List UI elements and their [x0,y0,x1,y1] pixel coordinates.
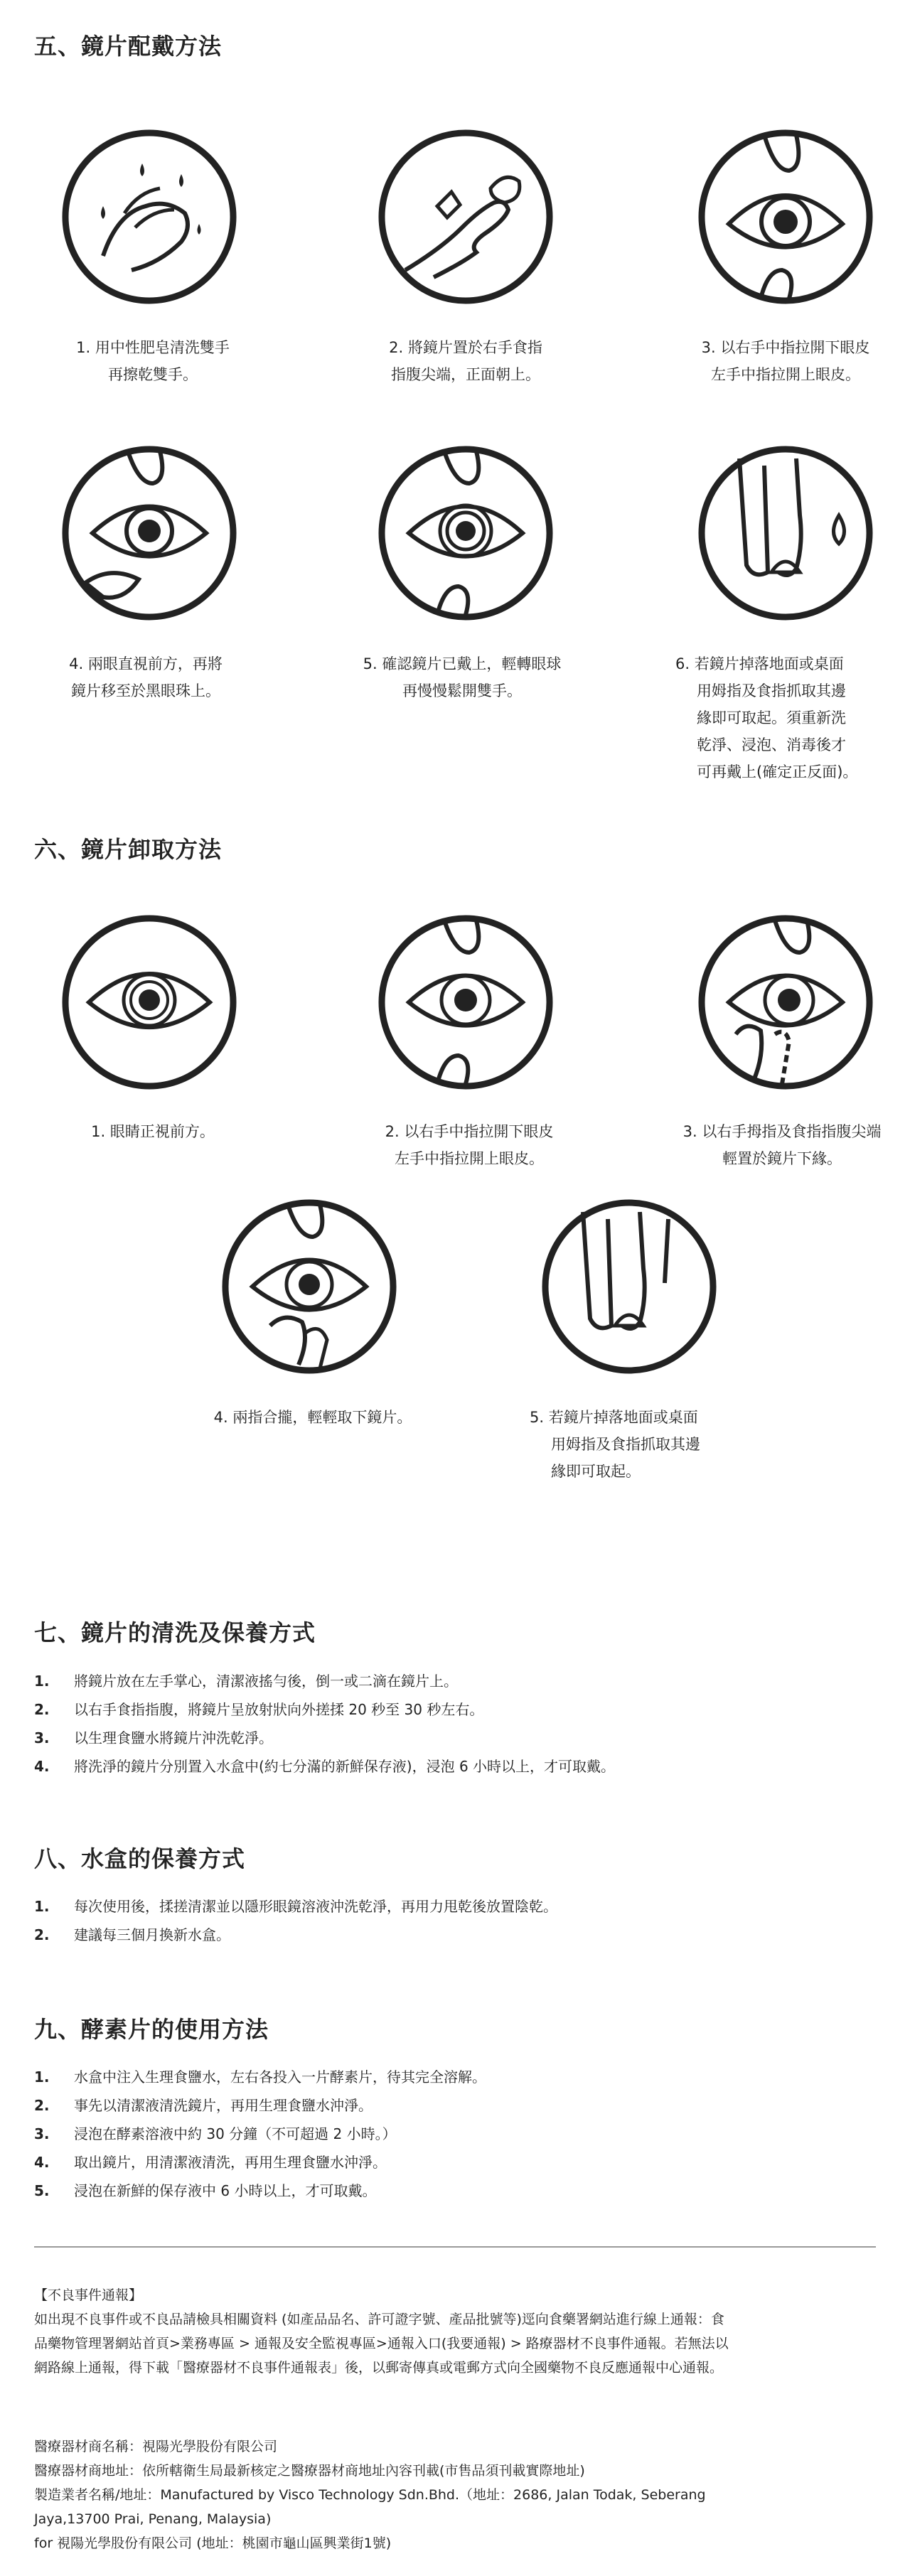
s5-step-6-caption: 6. 若鏡片掉落地面或桌面 用姆指及食指抓取其邊 緣即可取起。須重新洗 乾淨、浸泡、消毒後才 可再戴上(確定正反面)。 [675,655,858,780]
eye-open-eyelids-icon [377,913,555,1091]
s5-step-4-caption: 4. 兩眼直視前方，再將 鏡片移至於黑眼珠上。 [69,655,223,699]
s5-step-3-caption: 3. 以右手中指拉開下眼皮 左手中指拉開上眼皮。 [701,339,870,383]
list-item: 1. 水盒中注入生理食鹽水，左右各投入一片酵素片，待其完全溶解。 [34,2068,486,2086]
section-divider [34,2246,876,2248]
eye-blink-icon [377,444,555,622]
s5-step-2-caption: 2. 將鏡片置於右手食指 指腹尖端，正面朝上。 [389,339,542,383]
s6-step-1-caption: 1. 眼睛正視前方。 [91,1123,215,1140]
case-care-list [34,1892,557,1949]
list-item: 2. 以右手食指指腹，將鏡片呈放射狀向外搓揉 20 秒至 30 秒左右。 [34,1701,484,1718]
list-item: 3. 以生理食鹽水將鏡片沖洗乾淨。 [34,1729,273,1746]
list-item: 4. 取出鏡片，用清潔液清洗，再用生理食鹽水沖淨。 [34,2154,387,2171]
section-6-title: 六、鏡片卸取方法 [34,836,223,863]
care-steps-list [34,1667,615,1781]
section-7-title: 七、鏡片的清洗及保養方式 [34,1619,316,1646]
hand-washing-icon [60,128,238,306]
section-9-title: 九、酵素片的使用方法 [34,2016,269,2043]
list-item: 5. 浸泡在新鮮的保存液中 6 小時以上，才可取戴。 [34,2182,377,2199]
pinch-lens-edge-icon [697,913,874,1091]
s6-step-3-caption: 3. 以右手拇指及食指指腹尖端 輕置於鏡片下緣。 [682,1123,882,1167]
s6-step-5-caption: 5. 若鏡片掉落地面或桌面 用姆指及食指抓取其邊 緣即可取起。 [530,1409,700,1480]
s5-step-1-caption: 1. 用中性肥皂清洗雙手 再擦乾雙手。 [76,339,230,383]
remove-lens-icon [220,1198,398,1375]
s6-step-2-caption: 2. 以右手中指拉開下眼皮 左手中指拉開上眼皮。 [385,1123,554,1167]
pick-up-lens-icon [540,1198,718,1375]
section-5-title: 五、鏡片配戴方法 [34,33,223,60]
pick-up-lens-icon [697,444,874,622]
lens-on-fingertip-icon [377,128,555,306]
list-item: 2. 建議每三個月換新水盒。 [34,1926,230,1943]
list-item: 3. 浸泡在酵素溶液中約 30 分鐘（不可超過 2 小時。） [34,2125,397,2142]
s5-step-5-caption: 5. 確認鏡片已戴上，輕轉眼球 再慢慢鬆開雙手。 [363,655,562,699]
notice-heading: 【不良事件通報】 [34,2287,143,2303]
list-item: 1. 將鏡片放在左手掌心，清潔液搖勻後，倒一或二滴在鏡片上。 [34,1673,458,1690]
section-8-title: 八、水盒的保養方式 [34,1845,246,1872]
enzyme-steps-list [34,2063,486,2205]
list-item: 2. 事先以清潔液清洗鏡片，再用生理食鹽水沖淨。 [34,2097,373,2114]
s6-step-4-caption: 4. 兩指合攏，輕輕取下鏡片。 [213,1409,412,1426]
adverse-event-notice: 【不良事件通報】 如出現不良事件或不良品請檢具相關資料 (如產品品名、許可證字號、產品批號等)逕向食藥署網站進行線上通報：食 品藥物管理署網站首頁>業務專區 > 通報及安全監視專區>通報入口(我要通報) > 路療器材不良事件通報。若無法以 網路線上通報，得下載「醫療器材不良事件通報表」後，以郵寄傳真或電郵方式向全國藥物不良反應通報中心通報。 [34,2283,880,2380]
list-item: 4. 將洗淨的鏡片分別置入水盒中(約七分滿的新鮮保存液)，浸泡 6 小時以上，才可取戴。 [34,1758,616,1775]
eye-look-ahead-icon [60,913,238,1091]
company-info: 醫療器材商名稱：視陽光學股份有限公司 醫療器材商地址：依所轄衛生局最新核定之醫療器材商地址內容刊載(市售品須刊載實際地址) 製造業者名稱/地址：Manufactured by Visco Technology Sdn.Bhd.（地址：2686, Jalan Todak, Seberang Jaya,13700 Prai, Penang, Malaysia) for 視陽光學股份有限公司 (地址：桃園市龜山區興業街1號) [34,2439,706,2551]
eye-open-eyelids-icon [697,128,874,306]
list-item: 1. 每次使用後，揉搓清潔並以隱形眼鏡溶液沖洗乾淨，再用力甩乾後放置陰乾。 [34,1898,557,1915]
eye-look-ahead-lens-icon [60,444,238,622]
